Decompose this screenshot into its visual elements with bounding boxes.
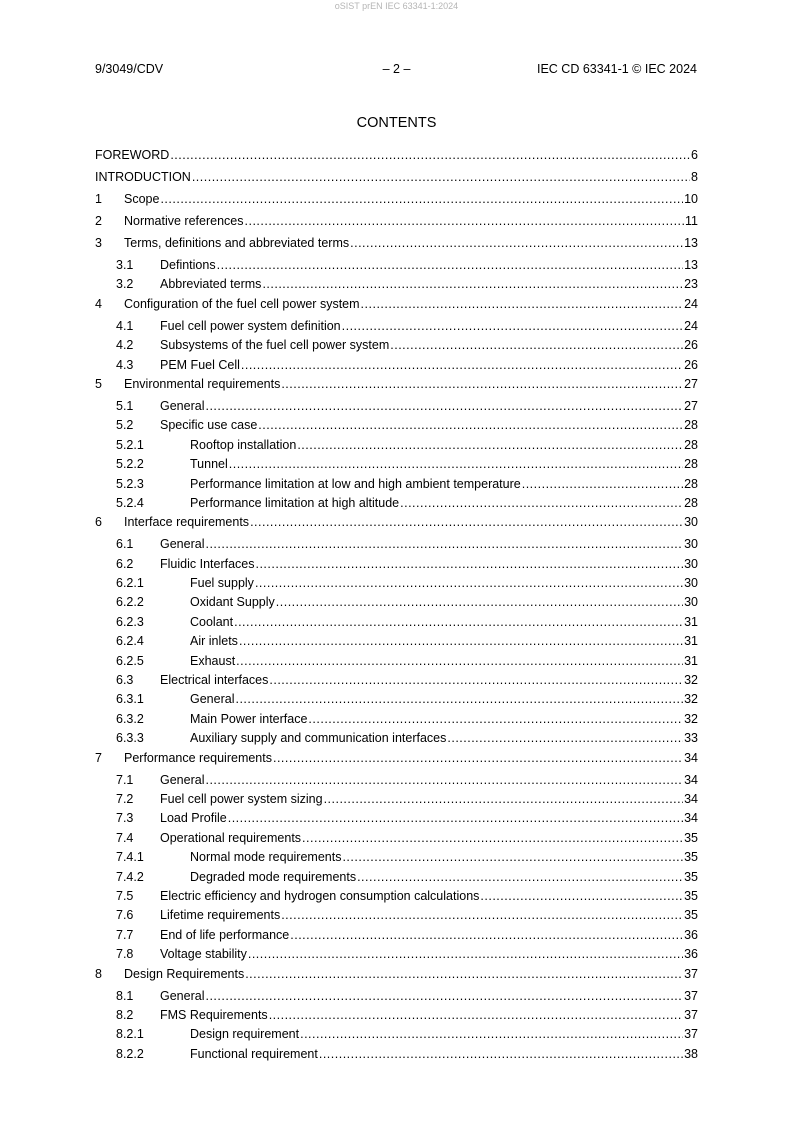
leader-dots bbox=[324, 790, 684, 809]
leader-dots bbox=[522, 475, 683, 494]
toc-entry[interactable] bbox=[95, 829, 698, 848]
toc-entry-page: 37 bbox=[684, 966, 698, 981]
toc-entry-page: 30 bbox=[684, 537, 698, 552]
toc-entry-title[interactable]: General bbox=[160, 987, 205, 1006]
leader-dots bbox=[262, 275, 683, 294]
toc-entry-title[interactable]: Specific use case bbox=[160, 416, 258, 435]
leader-dots bbox=[245, 212, 685, 231]
toc-entry-number: 8.2 bbox=[116, 1007, 134, 1022]
toc-entry[interactable] bbox=[95, 690, 698, 709]
toc-entry-number: 6.3 bbox=[116, 673, 134, 688]
leader-dots bbox=[217, 256, 684, 275]
toc-entry-number: 5.1 bbox=[116, 398, 134, 413]
toc-entry-number: 4 bbox=[95, 296, 102, 311]
toc-entry-title[interactable]: Rooftop installation bbox=[190, 436, 297, 455]
toc-entry-page: 28 bbox=[684, 437, 698, 452]
leader-dots bbox=[342, 317, 683, 336]
leader-dots bbox=[269, 671, 683, 690]
toc-entry[interactable] bbox=[95, 790, 698, 809]
toc-entry[interactable] bbox=[95, 848, 698, 867]
toc-entry-title[interactable]: Lifetime requirements bbox=[160, 906, 281, 925]
leader-dots bbox=[228, 809, 683, 828]
toc-entry-number: 8 bbox=[95, 966, 102, 981]
toc-entry[interactable] bbox=[95, 275, 698, 294]
toc-entry-title[interactable]: PEM Fuel Cell bbox=[160, 356, 241, 375]
toc-entry-title[interactable]: Normal mode requirements bbox=[190, 848, 342, 867]
toc-entry-number: 5.2.1 bbox=[116, 437, 144, 452]
toc-entry-number: 6.3.1 bbox=[116, 692, 144, 707]
toc-entry-number: 6.2.3 bbox=[116, 614, 144, 629]
toc-entry-number: 1 bbox=[95, 192, 102, 206]
toc-entry-title[interactable]: Auxiliary supply and communication interfaces bbox=[190, 729, 447, 748]
toc-entry-page: 30 bbox=[684, 556, 698, 571]
toc-entry-page: 13 bbox=[684, 258, 698, 272]
toc-entry-number: 5.2.3 bbox=[116, 476, 144, 491]
toc-entry-number: 4.1 bbox=[116, 318, 134, 333]
watermark: oSIST prEN IEC 63341-1:2024 bbox=[334, 1, 459, 11]
toc-entry-number: 6.3.2 bbox=[116, 711, 144, 726]
toc-entry-page: 23 bbox=[684, 277, 698, 292]
toc-entry-page: 10 bbox=[684, 192, 698, 206]
toc-entry-page: 34 bbox=[684, 811, 698, 826]
toc-entry-page: 34 bbox=[684, 750, 698, 765]
toc-entry-number: 4.3 bbox=[116, 357, 134, 372]
toc-entry[interactable] bbox=[95, 632, 698, 651]
toc-entry[interactable] bbox=[95, 965, 698, 987]
toc-entry-number: 7.3 bbox=[116, 811, 134, 826]
toc-entry[interactable] bbox=[95, 168, 698, 190]
toc-entry[interactable] bbox=[95, 375, 698, 397]
toc-entry[interactable] bbox=[95, 535, 698, 554]
toc-entry-page: 11 bbox=[685, 214, 698, 228]
leader-dots bbox=[239, 632, 683, 651]
leader-dots bbox=[229, 455, 683, 474]
toc-entry-title[interactable]: Design Requirements bbox=[124, 965, 245, 984]
toc-entry-number: 7.2 bbox=[116, 791, 134, 806]
toc-entry-page: 27 bbox=[684, 398, 698, 413]
toc-entry-number: 7.1 bbox=[116, 772, 134, 787]
toc-entry-title[interactable]: Environmental requirements bbox=[124, 375, 281, 394]
toc-entry-number: 7.5 bbox=[116, 888, 134, 903]
toc-entry-page: 36 bbox=[684, 927, 698, 942]
leader-dots bbox=[255, 555, 683, 574]
toc-entry[interactable] bbox=[95, 190, 698, 212]
toc-entry[interactable] bbox=[95, 574, 698, 593]
toc-entry-page: 26 bbox=[684, 357, 698, 372]
toc-entry[interactable] bbox=[95, 926, 698, 945]
toc-entry[interactable] bbox=[95, 1025, 698, 1044]
toc-entry-number: 6.2.4 bbox=[116, 634, 144, 649]
toc-entry[interactable] bbox=[95, 513, 698, 535]
toc-entry-title[interactable]: Load Profile bbox=[160, 809, 228, 828]
toc-entry-title[interactable]: FOREWORD bbox=[95, 146, 170, 165]
leader-dots bbox=[357, 868, 683, 887]
leader-dots bbox=[290, 926, 683, 945]
toc-entry[interactable] bbox=[95, 652, 698, 671]
toc-entry-title[interactable]: Air inlets bbox=[190, 632, 239, 651]
leader-dots bbox=[297, 436, 683, 455]
toc-entry-page: 35 bbox=[684, 830, 698, 845]
toc-entry-number: 8.2.1 bbox=[116, 1027, 144, 1042]
leader-dots bbox=[250, 513, 683, 532]
toc-entry[interactable] bbox=[95, 317, 698, 336]
toc-entry[interactable] bbox=[95, 945, 698, 964]
standard-copyright: IEC CD 63341-1 © IEC 2024 bbox=[537, 62, 697, 76]
toc-entry-number: 6.2.5 bbox=[116, 653, 144, 668]
leader-dots bbox=[308, 710, 683, 729]
toc-entry-title[interactable]: Configuration of the fuel cell power system bbox=[124, 295, 361, 314]
leader-dots bbox=[236, 652, 683, 671]
toc-entry-number: 4.2 bbox=[116, 338, 134, 353]
leader-dots bbox=[350, 234, 683, 253]
toc-entry[interactable] bbox=[95, 671, 698, 690]
leader-dots bbox=[480, 887, 683, 906]
toc-entry-number: 5.2.4 bbox=[116, 495, 144, 510]
toc-entry-title[interactable]: INTRODUCTION bbox=[95, 168, 192, 187]
toc-entry-page: 32 bbox=[684, 711, 698, 726]
leader-dots bbox=[281, 375, 683, 394]
toc-entry[interactable] bbox=[95, 749, 698, 771]
toc-entry-page: 37 bbox=[684, 1007, 698, 1022]
toc-entry-page: 31 bbox=[684, 653, 698, 668]
toc-entry-title[interactable]: Degraded mode requirements bbox=[190, 868, 357, 887]
toc-entry[interactable] bbox=[95, 809, 698, 828]
toc-entry-title[interactable]: Normative references bbox=[124, 212, 245, 231]
toc-entry-page: 31 bbox=[684, 614, 698, 629]
toc-entry-number: 8.1 bbox=[116, 988, 134, 1003]
toc-entry[interactable] bbox=[95, 256, 698, 275]
toc-entry[interactable] bbox=[95, 416, 698, 435]
toc-entry[interactable] bbox=[95, 613, 698, 632]
toc-entry-page: 32 bbox=[684, 673, 698, 688]
toc-entry-title[interactable]: Voltage stability bbox=[160, 945, 248, 964]
toc-entry-number: 7.4.2 bbox=[116, 869, 144, 884]
page-title: CONTENTS bbox=[356, 115, 437, 131]
leader-dots bbox=[245, 965, 683, 984]
toc-entry[interactable] bbox=[95, 555, 698, 574]
toc-entry[interactable] bbox=[95, 336, 698, 355]
leader-dots bbox=[342, 848, 683, 867]
toc-entry[interactable] bbox=[95, 356, 698, 375]
toc-entry-page: 34 bbox=[684, 791, 698, 806]
toc-entry-title[interactable]: Fuel cell power system definition bbox=[160, 317, 342, 336]
toc-entry-title[interactable]: Tunnel bbox=[190, 455, 229, 474]
toc-entry-title[interactable]: Terms, definitions and abbreviated terms bbox=[124, 234, 350, 253]
toc-entry-page: 24 bbox=[684, 318, 698, 333]
toc-entry-title[interactable]: General bbox=[160, 397, 205, 416]
toc-entry-title[interactable]: Exhaust bbox=[190, 652, 236, 671]
toc-entry[interactable] bbox=[95, 729, 698, 748]
toc-entry-number: 3.2 bbox=[116, 277, 134, 292]
toc-entry-page: 35 bbox=[684, 888, 698, 903]
leader-dots bbox=[361, 295, 684, 314]
toc-entry-page: 37 bbox=[684, 988, 698, 1003]
leader-dots bbox=[205, 987, 683, 1006]
toc-entry-page: 35 bbox=[684, 869, 698, 884]
toc-entry-number: 6.1 bbox=[116, 537, 134, 552]
toc-entry-title[interactable]: Electric efficiency and hydrogen consumption calculations bbox=[160, 887, 480, 906]
toc-entry-page: 35 bbox=[684, 850, 698, 865]
toc-entry-number: 6.2 bbox=[116, 556, 134, 571]
toc-entry-title[interactable]: Performance limitation at low and high ambient temperature bbox=[190, 475, 522, 494]
toc-entry-page: 35 bbox=[684, 908, 698, 923]
toc-entry[interactable] bbox=[95, 234, 698, 256]
toc-entry[interactable] bbox=[95, 1006, 698, 1025]
toc-entry-number: 7.7 bbox=[116, 927, 134, 942]
leader-dots bbox=[205, 535, 683, 554]
toc-entry-number: 5.2.2 bbox=[116, 457, 144, 472]
toc-entry[interactable] bbox=[95, 771, 698, 790]
toc-entry[interactable] bbox=[95, 494, 698, 513]
leader-dots bbox=[302, 829, 683, 848]
leader-dots bbox=[300, 1025, 683, 1044]
toc-entry-number: 6.2.1 bbox=[116, 576, 144, 591]
toc-entry-page: 6 bbox=[691, 148, 698, 162]
toc-entry-title[interactable]: Interface requirements bbox=[124, 513, 250, 532]
toc-entry-title[interactable]: Electrical interfaces bbox=[160, 671, 269, 690]
leader-dots bbox=[192, 168, 690, 187]
toc-entry-title[interactable]: Fuel cell power system sizing bbox=[160, 790, 324, 809]
toc-entry-page: 30 bbox=[684, 515, 698, 530]
leader-dots bbox=[234, 613, 683, 632]
leader-dots bbox=[281, 906, 683, 925]
leader-dots bbox=[170, 146, 690, 165]
leader-dots bbox=[400, 494, 683, 513]
leader-dots bbox=[255, 574, 683, 593]
toc-entry-title[interactable]: End of life performance bbox=[160, 926, 290, 945]
toc-entry-number: 7.8 bbox=[116, 947, 134, 962]
toc-entry[interactable] bbox=[95, 455, 698, 474]
leader-dots bbox=[241, 356, 683, 375]
leader-dots bbox=[258, 416, 683, 435]
toc-entry-page: 31 bbox=[684, 634, 698, 649]
toc-entry[interactable] bbox=[95, 295, 698, 317]
toc-entry[interactable] bbox=[95, 593, 698, 612]
toc-entry-title[interactable]: General bbox=[160, 535, 205, 554]
toc-entry-number: 6.2.2 bbox=[116, 595, 144, 610]
toc-entry-number: 3 bbox=[95, 236, 102, 250]
toc-entry-page: 30 bbox=[684, 576, 698, 591]
toc-entry-title[interactable]: Defintions bbox=[160, 256, 217, 275]
leader-dots bbox=[269, 1006, 683, 1025]
toc-entry-number: 2 bbox=[95, 214, 102, 228]
toc-entry-page: 13 bbox=[684, 236, 698, 250]
toc-entry-number: 7.4.1 bbox=[116, 850, 144, 865]
toc-entry[interactable] bbox=[95, 436, 698, 455]
toc-entry-title[interactable]: Fluidic Interfaces bbox=[160, 555, 255, 574]
toc-entry[interactable] bbox=[95, 146, 698, 168]
toc-entry[interactable] bbox=[95, 987, 698, 1006]
toc-entry-title[interactable]: Functional requirement bbox=[190, 1045, 319, 1064]
toc-entry-page: 28 bbox=[684, 495, 698, 510]
toc-entry-page: 37 bbox=[684, 1027, 698, 1042]
toc-entry-title[interactable]: General bbox=[160, 771, 205, 790]
toc-entry[interactable] bbox=[95, 887, 698, 906]
toc-entry-title[interactable]: Performance requirements bbox=[124, 749, 273, 768]
document-reference: 9/3049/CDV bbox=[95, 62, 164, 76]
toc-entry-page: 24 bbox=[684, 296, 698, 311]
toc-entry-page: 28 bbox=[684, 457, 698, 472]
toc-entry-title[interactable]: General bbox=[190, 690, 235, 709]
toc-entry-title[interactable]: Performance limitation at high altitude bbox=[190, 494, 400, 513]
toc-entry[interactable] bbox=[95, 868, 698, 887]
toc-entry-page: 38 bbox=[684, 1046, 698, 1061]
toc-entry[interactable] bbox=[95, 710, 698, 729]
toc-entry-number: 7.4 bbox=[116, 830, 134, 845]
toc-entry-title[interactable]: Main Power interface bbox=[190, 710, 308, 729]
toc-entry-number: 5.2 bbox=[116, 418, 134, 433]
table-of-contents bbox=[95, 146, 698, 1064]
leader-dots bbox=[205, 397, 683, 416]
toc-entry-title[interactable]: Design requirement bbox=[190, 1025, 300, 1044]
toc-entry-page: 32 bbox=[684, 692, 698, 707]
toc-entry[interactable] bbox=[95, 475, 698, 494]
leader-dots bbox=[319, 1045, 683, 1064]
toc-entry-title[interactable]: FMS Requirements bbox=[160, 1006, 269, 1025]
toc-entry-page: 34 bbox=[684, 772, 698, 787]
leader-dots bbox=[248, 945, 683, 964]
toc-entry-title[interactable]: Fuel supply bbox=[190, 574, 255, 593]
toc-entry-page: 33 bbox=[684, 731, 698, 746]
toc-entry-number: 8.2.2 bbox=[116, 1046, 144, 1061]
toc-entry-page: 28 bbox=[684, 418, 698, 433]
leader-dots bbox=[447, 729, 683, 748]
leader-dots bbox=[273, 749, 683, 768]
toc-entry-title[interactable]: Scope bbox=[124, 190, 160, 209]
toc-entry-page: 27 bbox=[684, 376, 698, 391]
leader-dots bbox=[276, 593, 683, 612]
toc-entry-number: 7.6 bbox=[116, 908, 134, 923]
toc-entry-page: 28 bbox=[684, 476, 698, 491]
toc-entry-number: 6 bbox=[95, 515, 102, 530]
toc-entry-title[interactable]: Coolant bbox=[190, 613, 234, 632]
leader-dots bbox=[205, 771, 683, 790]
toc-entry-page: 26 bbox=[684, 338, 698, 353]
toc-entry-page: 8 bbox=[691, 170, 698, 184]
toc-entry-title[interactable]: Operational requirements bbox=[160, 829, 302, 848]
toc-entry-page: 36 bbox=[684, 947, 698, 962]
toc-entry-title[interactable]: Subsystems of the fuel cell power system bbox=[160, 336, 390, 355]
toc-entry-number: 3.1 bbox=[116, 258, 134, 272]
toc-entry[interactable] bbox=[95, 212, 698, 234]
toc-entry-title[interactable]: Abbreviated terms bbox=[160, 275, 262, 294]
toc-entry-number: 7 bbox=[95, 750, 102, 765]
toc-entry[interactable] bbox=[95, 906, 698, 925]
toc-entry-page: 30 bbox=[684, 595, 698, 610]
leader-dots bbox=[235, 690, 683, 709]
leader-dots bbox=[160, 190, 683, 209]
toc-entry-number: 6.3.3 bbox=[116, 731, 144, 746]
leader-dots bbox=[390, 336, 683, 355]
toc-entry-title[interactable]: Oxidant Supply bbox=[190, 593, 276, 612]
page-number: – 2 – bbox=[382, 62, 411, 76]
toc-entry[interactable] bbox=[95, 397, 698, 416]
toc-entry[interactable] bbox=[95, 1045, 698, 1064]
toc-entry-number: 5 bbox=[95, 376, 102, 391]
